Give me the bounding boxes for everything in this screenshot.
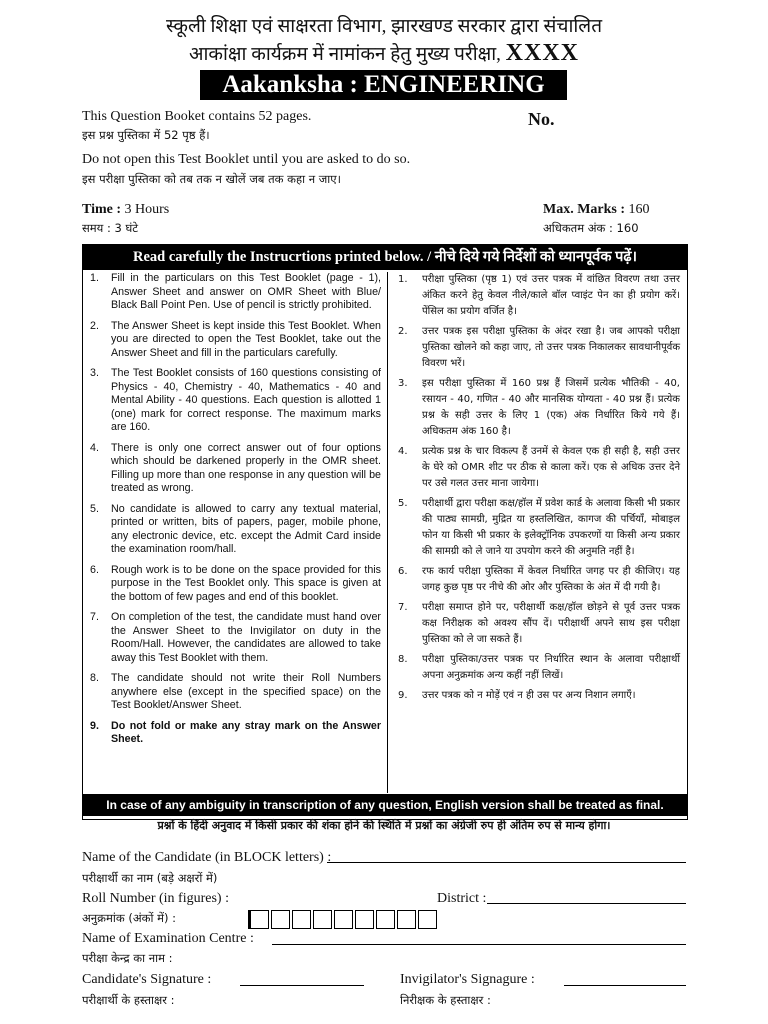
candidate-name-field[interactable] bbox=[327, 862, 686, 863]
booklet-number-label: No. bbox=[528, 109, 555, 129]
instruction-hi-2: 2. उत्तर पत्रक इस परीक्षा पुस्तिका के अंदर रखा है। जब आपको परीक्षा पुस्तिका खोलने को कहा जाए, तो उत्तर पत्रक निकालकर सावधानीपूर्वक विवरण भरें। bbox=[398, 326, 680, 369]
instruction-hi-4: 4. प्रत्येक प्रश्न के चार विकल्प हैं उनमें से केवल एक ही सही है, सही उत्तर के घेरे को OMR शीट पर ठीक से काला करें। एक से अधिक उत्तर देने पर उसे गलत उत्तर माना जायेगा। bbox=[398, 446, 680, 489]
marks-value: 160 bbox=[628, 202, 650, 217]
roll-digit-box[interactable] bbox=[355, 910, 374, 929]
roll-digit-box[interactable] bbox=[271, 910, 290, 929]
roll-number-boxes[interactable] bbox=[248, 910, 439, 929]
ambiguity-note-hi: प्रश्नों के हिंदी अनुवाद में किसी प्रकार की शंका होने की स्थिति में प्रश्नों का अंग्रेजी रुप ही अंतिम रुप से मान्य होगा। bbox=[157, 819, 611, 832]
stream-banner: Aakanksha : ENGINEERING bbox=[200, 70, 567, 100]
instructions-english bbox=[85, 272, 385, 793]
candidate-signature-label: Candidate's Signature : bbox=[82, 972, 212, 987]
exam-code: XXXX bbox=[505, 40, 579, 66]
instructions-heading: Read carefully the Instrucrtions printed below. / नीचे दिये गये निर्देशों को ध्यानपूर्वक पढ़ें। bbox=[83, 245, 687, 270]
marks-label: Max. Marks : bbox=[543, 202, 626, 217]
instructions-hindi bbox=[387, 272, 684, 793]
candidate-signature-label-hi: परीक्षार्थी के हस्ताक्षर : bbox=[82, 993, 175, 1007]
instruction-en-2: 2. The Answer Sheet is kept inside this Test Booklet. When you are directed to open the Test Booklet, take out the Answer Sheet and fill in the particulars carefully. bbox=[90, 319, 381, 359]
instruction-en-5: 5. No candidate is allowed to carry any textual material, printed or written, bits of papers, pager, mobile phone, any electronic device, etc. except the Admit Card inside the examination room/hall. bbox=[90, 502, 381, 555]
instruction-en-9: 9. Do not fold or make any stray mark on the Answer Sheet. bbox=[90, 719, 381, 745]
instruction-en-4: 4. There is only one correct answer out of four options which should be darkened properly in the OMR sheet. Filling up more than one response in any question will be treated as wrong. bbox=[90, 441, 381, 494]
time-info bbox=[82, 202, 169, 218]
time-value: 3 Hours bbox=[124, 202, 170, 217]
candidate-name-label: Name of the Candidate (in BLOCK letters) : bbox=[82, 850, 332, 865]
invigilator-signature-field[interactable] bbox=[564, 985, 686, 986]
roll-digit-box[interactable] bbox=[292, 910, 311, 929]
instruction-en-8: 8. The candidate should not write their Roll Numbers anywhere else (except in the specified space) on the Test Booklet/Answer Sheet. bbox=[90, 672, 381, 711]
candidate-signature-field[interactable] bbox=[240, 985, 364, 986]
instruction-hi-6: 6. रफ कार्य परीक्षा पुस्तिका में केवल निर्धारित जगह पर ही कीजिए। यह जगह कुछ पृष्ठ पर नीचे की ओर और पुस्तिका के अंत में दी गयी है। bbox=[398, 566, 680, 593]
roll-digit-box[interactable] bbox=[248, 910, 269, 929]
instruction-en-7: 7. On completion of the test, the candidate must hand over the Answer Sheet to the Invigilator on duty in the Room/Hall. However, the candidates are allowed to take away this Test Booklet with them. bbox=[90, 611, 381, 664]
roll-digit-box[interactable] bbox=[418, 910, 437, 929]
roll-number-label: Roll Number (in figures) : bbox=[82, 891, 229, 906]
exam-title bbox=[0, 40, 768, 67]
instructions-box bbox=[82, 244, 688, 820]
instruction-hi-8: 8. परीक्षा पुस्तिका/उत्तर पत्रक पर निर्धारित स्थान के अलावा परीक्षार्थी अपना अनुक्रमांक अन्य कहीं नहीं लिखें। bbox=[398, 654, 680, 681]
instruction-en-3: 3. The Test Booklet consists of 160 questions consisting of Physics - 40, Chemistry - 40, Mathematics - 40 and Mental Ability - 40 questions. Each question is allotted 1 (one) mark for correct response. The maximum marks are 160. bbox=[90, 367, 381, 433]
candidate-name-label-hi: परीक्षार्थी का नाम (बड़े अक्षरों में) bbox=[82, 871, 218, 885]
ambiguity-note-en: In case of any ambiguity in transcription of any question, English version shall be treated as final. bbox=[83, 794, 687, 816]
instruction-en-1: 1. Fill in the particulars on this Test Booklet (page - 1), Answer Sheet and answer on OMR Sheet with Blue/ Black Ball Point Pen. Use of pencil is strictly prohibited. bbox=[90, 272, 381, 311]
exam-centre-label-hi: परीक्षा केन्द्र का नाम : bbox=[82, 951, 173, 965]
roll-digit-box[interactable] bbox=[313, 910, 332, 929]
instruction-hi-3: 3. इस परीक्षा पुस्तिका में 160 प्रश्न हैं जिसमें प्रत्येक भौतिकी - 40, रसायन - 40, गणित - 40 और मानसिक योग्यता - 40 प्रश्न हैं। प्रत्येक प्रश्न के सही उत्तर के लिए 1 (एक) अंक निर्धारित किये गये हैं। अधिकतम अंक 160 है। bbox=[398, 378, 680, 437]
time-label: Time : bbox=[82, 202, 122, 217]
district-field[interactable] bbox=[487, 903, 686, 904]
pages-info-hi: इस प्रश्न पुस्तिका में 52 पृष्ठ हैं। bbox=[82, 128, 210, 142]
district-label: District : bbox=[437, 891, 487, 906]
exam-centre-label: Name of Examination Centre : bbox=[82, 931, 254, 946]
invigilator-signature-label: Invigilator's Signagure : bbox=[400, 972, 535, 987]
time-info-hi: समय : 3 घंटे bbox=[82, 221, 139, 235]
invigilator-signature-label-hi: निरीक्षक के हस्ताक्षर : bbox=[400, 993, 491, 1007]
pages-info-en: This Question Booket contains 52 pages. bbox=[82, 109, 312, 124]
instruction-hi-5: 5. परीक्षार्थी द्वारा परीक्षा कक्ष/हॉल में प्रवेश कार्ड के अलावा किसी भी प्रकार की पाठ्य सामग्री, मुद्रित या हस्तलिखित, कागज की पर्चियाँ, मोबाइल फोन या किसी भी प्रकार के इलेक्ट्रॉनिक उपकरणों या किसी अन्य प्रकार की सामग्री को ले जाने या उपयोग करने की अनुमति नहीं है। bbox=[398, 498, 680, 557]
roll-digit-box[interactable] bbox=[376, 910, 395, 929]
open-warning-hi: इस परीक्षा पुस्तिका को तब तक न खोलें जब तक कहा न जाए। bbox=[82, 172, 341, 186]
instruction-hi-7: 7. परीक्षा समाप्त होने पर, परीक्षार्थी कक्ष/हॉल छोड़ने से पूर्व उत्तर पत्रक कक्ष निरीक्षक को अवश्य सौंप दें। परीक्षार्थी अपने साथ इस परीक्षा पुस्तिका को ले जा सकते हैं। bbox=[398, 602, 680, 645]
roll-digit-box[interactable] bbox=[397, 910, 416, 929]
instruction-hi-1: 1. परीक्षा पुस्तिका (पृष्ठ 1) एवं उत्तर पत्रक में वांछित विवरण तथा उत्तर अंकित करने हेतु केवल नीले/काले बॉल प्वाइंट पेन का ही प्रयोग करें। पेंसिल का प्रयोग वर्जित है। bbox=[398, 274, 680, 317]
roll-number-label-hi: अनुक्रमांक (अंकों में) : bbox=[82, 911, 176, 925]
exam-title-hindi: आकांक्षा कार्यक्रम में नामांकन हेतु मुख्य परीक्षा, bbox=[189, 44, 501, 65]
instruction-hi-9: 9. उत्तर पत्रक को न मोड़ें एवं न ही उस पर अन्य निशान लगाएँ। bbox=[398, 690, 636, 701]
max-marks-hi: अधिकतम अंक : 160 bbox=[543, 221, 639, 235]
roll-digit-box[interactable] bbox=[334, 910, 353, 929]
max-marks bbox=[543, 202, 650, 218]
instruction-en-6: 6. Rough work is to be done on the space provided for this purpose in the Test Booklet only. This space is given at the bottom of few pages and end of this booklet. bbox=[90, 563, 381, 603]
exam-centre-field[interactable] bbox=[272, 944, 686, 945]
dept-title-hindi: स्कूली शिक्षा एवं साक्षरता विभाग, झारखण्ड सरकार द्वारा संचालित bbox=[165, 16, 603, 37]
open-warning-en: Do not open this Test Booklet until you are asked to do so. bbox=[82, 152, 411, 167]
